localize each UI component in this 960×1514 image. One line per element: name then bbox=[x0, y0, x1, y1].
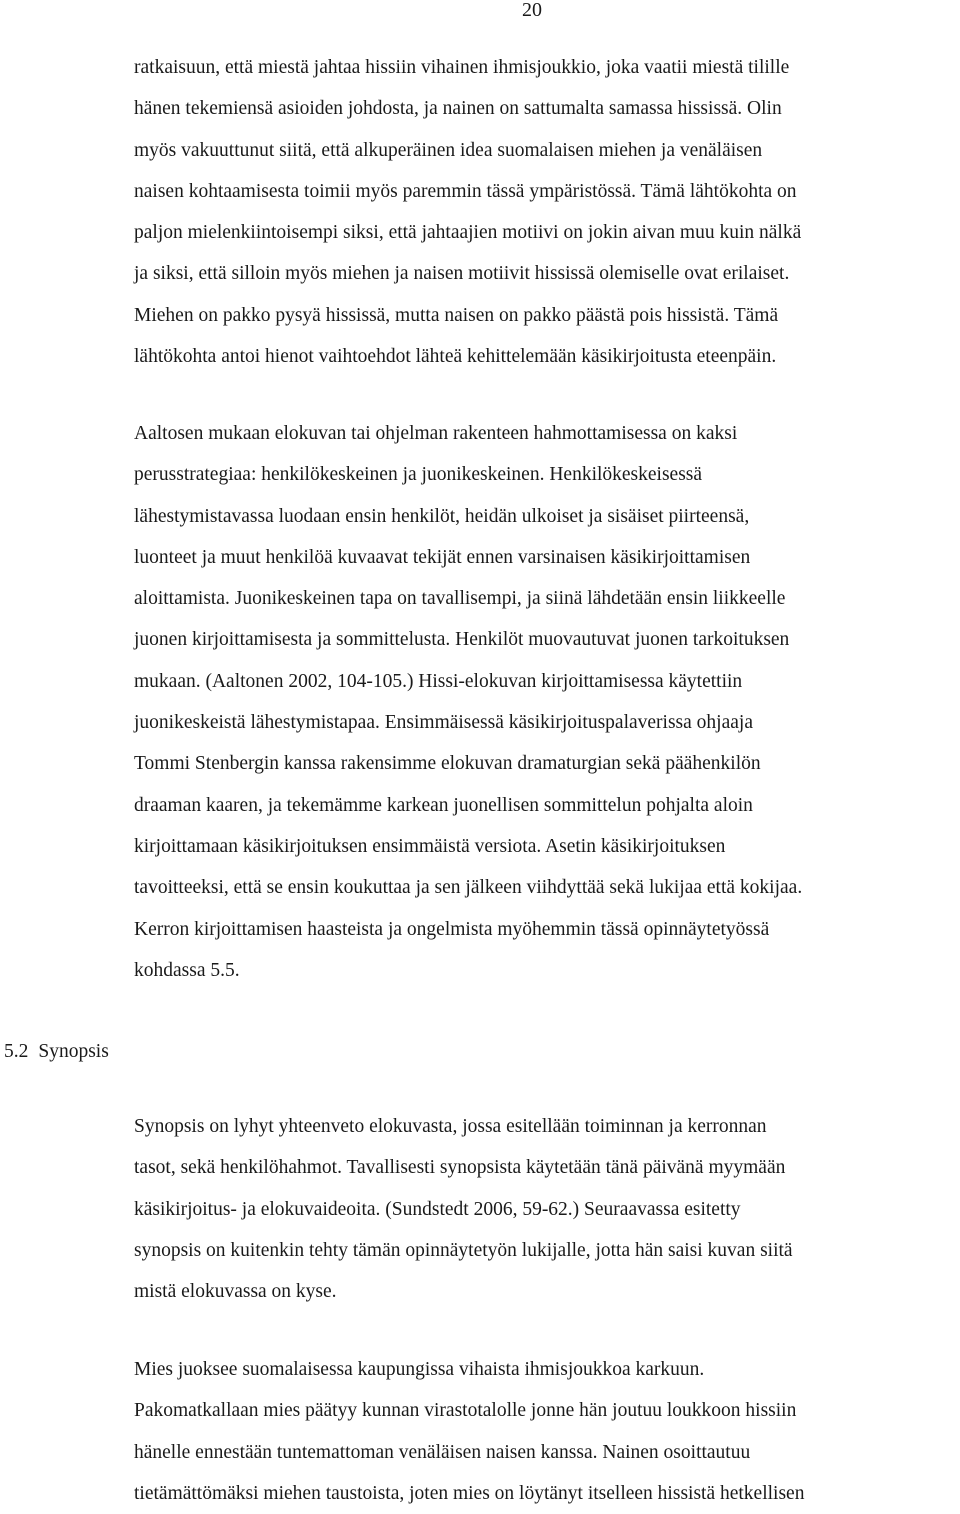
paragraph-line: kohdassa 5.5. bbox=[134, 959, 240, 981]
paragraph-line: mistä elokuvassa on kyse. bbox=[134, 1281, 337, 1303]
paragraph-line: Tommi Stenbergin kanssa rakensimme elokuvan dramaturgian sekä päähenkilön bbox=[134, 753, 761, 775]
paragraph-line: Synopsis on lyhyt yhteenveto elokuvasta, jossa esitellään toiminnan ja kerronnan bbox=[134, 1116, 767, 1137]
paragraph-line: synopsis on kuitenkin tehty tämän opinnäytetyön lukijalle, jotta hän saisi kuvan siitä bbox=[134, 1239, 793, 1261]
paragraph-line: perusstrategiaa: henkilökeskeinen ja juonikeskeinen. Henkilökeskeisessä bbox=[134, 464, 703, 486]
paragraph-line: juonen kirjoittamisesta ja sommittelusta. Henkilöt muovautuvat juonen tarkoituksen bbox=[134, 629, 790, 651]
paragraph-line: Pakomatkallaan mies päätyy kunnan virastotalolle jonne hän joutuu loukkoon hissiin bbox=[134, 1400, 797, 1422]
paragraph-line: draaman kaaren, ja tekemämme karkean juonellisen sommittelun pohjalta aloin bbox=[134, 794, 753, 816]
section-title: Synopsis bbox=[38, 1041, 109, 1062]
paragraph-line: tietämättömäksi miehen taustoista, joten mies on löytänyt itselleen hissistä hetkellisen bbox=[134, 1482, 805, 1504]
paragraph-1 bbox=[134, 47, 801, 377]
paragraph-line: käsikirjoitus- ja elokuvaideoita. (Sundstedt 2006, 59-62.) Seuraavassa esitetty bbox=[134, 1198, 741, 1220]
paragraph-line: ja siksi, että silloin myös miehen ja naisen motiivit hississä olemiselle ovat erilaiset. bbox=[134, 263, 790, 285]
paragraph-line: mukaan. (Aaltonen 2002, 104-105.) Hissi-elokuvan kirjoittamisessa käytettiin bbox=[134, 670, 743, 692]
paragraph-line: hänelle ennestään tuntemattoman venäläisen naisen kanssa. Nainen osoittautuu bbox=[134, 1441, 751, 1463]
paragraph-line: tavoitteeksi, että se ensin koukuttaa ja sen jälkeen viihdyttää sekä lukijaa että kokijaa. bbox=[134, 877, 803, 899]
paragraph-line: lähestymistavassa luodaan ensin henkilöt, heidän ulkoiset ja sisäiset piirteensä, bbox=[134, 505, 750, 527]
paragraph-line: naisen kohtaamisesta toimii myös paremmin tässä ympäristössä. Tämä lähtökohta on bbox=[134, 180, 797, 202]
page-number: 20 bbox=[522, 0, 542, 21]
paragraph-line: Mies juoksee suomalaisessa kaupungissa vihaista ihmisjoukkoa karkuun. bbox=[134, 1359, 705, 1380]
paragraph-line: myös vakuuttunut siitä, että alkuperäinen idea suomalaisen miehen ja venäläisen bbox=[134, 139, 763, 161]
paragraph-line: juonikeskeistä lähestymistapaa. Ensimmäisessä käsikirjoituspalaverissa ohjaaja bbox=[134, 712, 753, 734]
paragraph-line: ratkaisuun, että miestä jahtaa hissiin vihainen ihmisjoukkio, joka vaatii miestä tilille bbox=[134, 57, 790, 78]
paragraph-4 bbox=[134, 1349, 804, 1514]
section-number: 5.2 bbox=[4, 1041, 29, 1062]
paragraph-2 bbox=[134, 413, 802, 991]
paragraph-line: luonteet ja muut henkilöä kuvaavat tekijät ennen varsinaisen käsikirjoittamisen bbox=[134, 546, 751, 568]
paragraph-line: Kerron kirjoittamisen haasteista ja ongelmista myöhemmin tässä opinnäytetyössä bbox=[134, 918, 770, 940]
paragraph-line: tasot, sekä henkilöhahmot. Tavallisesti synopsista käytetään tänä päivänä myymään bbox=[134, 1157, 786, 1179]
paragraph-line: hänen tekemiensä asioiden johdosta, ja nainen on sattumalta samassa hississä. Olin bbox=[134, 98, 782, 120]
paragraph-line: Miehen on pakko pysyä hississä, mutta naisen on pakko päästä pois hissistä. Tämä bbox=[134, 304, 779, 326]
paragraph-line: aloittamista. Juonikeskeinen tapa on tavallisempi, ja siinä lähdetään ensin liikkeelle bbox=[134, 588, 786, 610]
paragraph-line: lähtökohta antoi hienot vaihtoehdot lähteä kehittelemään käsikirjoitusta eteenpäin. bbox=[134, 346, 777, 368]
section-heading bbox=[4, 1031, 109, 1072]
paragraph-line: Aaltosen mukaan elokuvan tai ohjelman rakenteen hahmottamisessa on kaksi bbox=[134, 423, 738, 444]
paragraph-line: kirjoittamaan käsikirjoituksen ensimmäistä versiota. Asetin käsikirjoituksen bbox=[134, 835, 726, 857]
paragraph-line: paljon mielenkiintoisempi siksi, että jahtaajien motiivi on jokin aivan muu kuin nälkä bbox=[134, 222, 802, 244]
paragraph-3 bbox=[134, 1106, 793, 1312]
